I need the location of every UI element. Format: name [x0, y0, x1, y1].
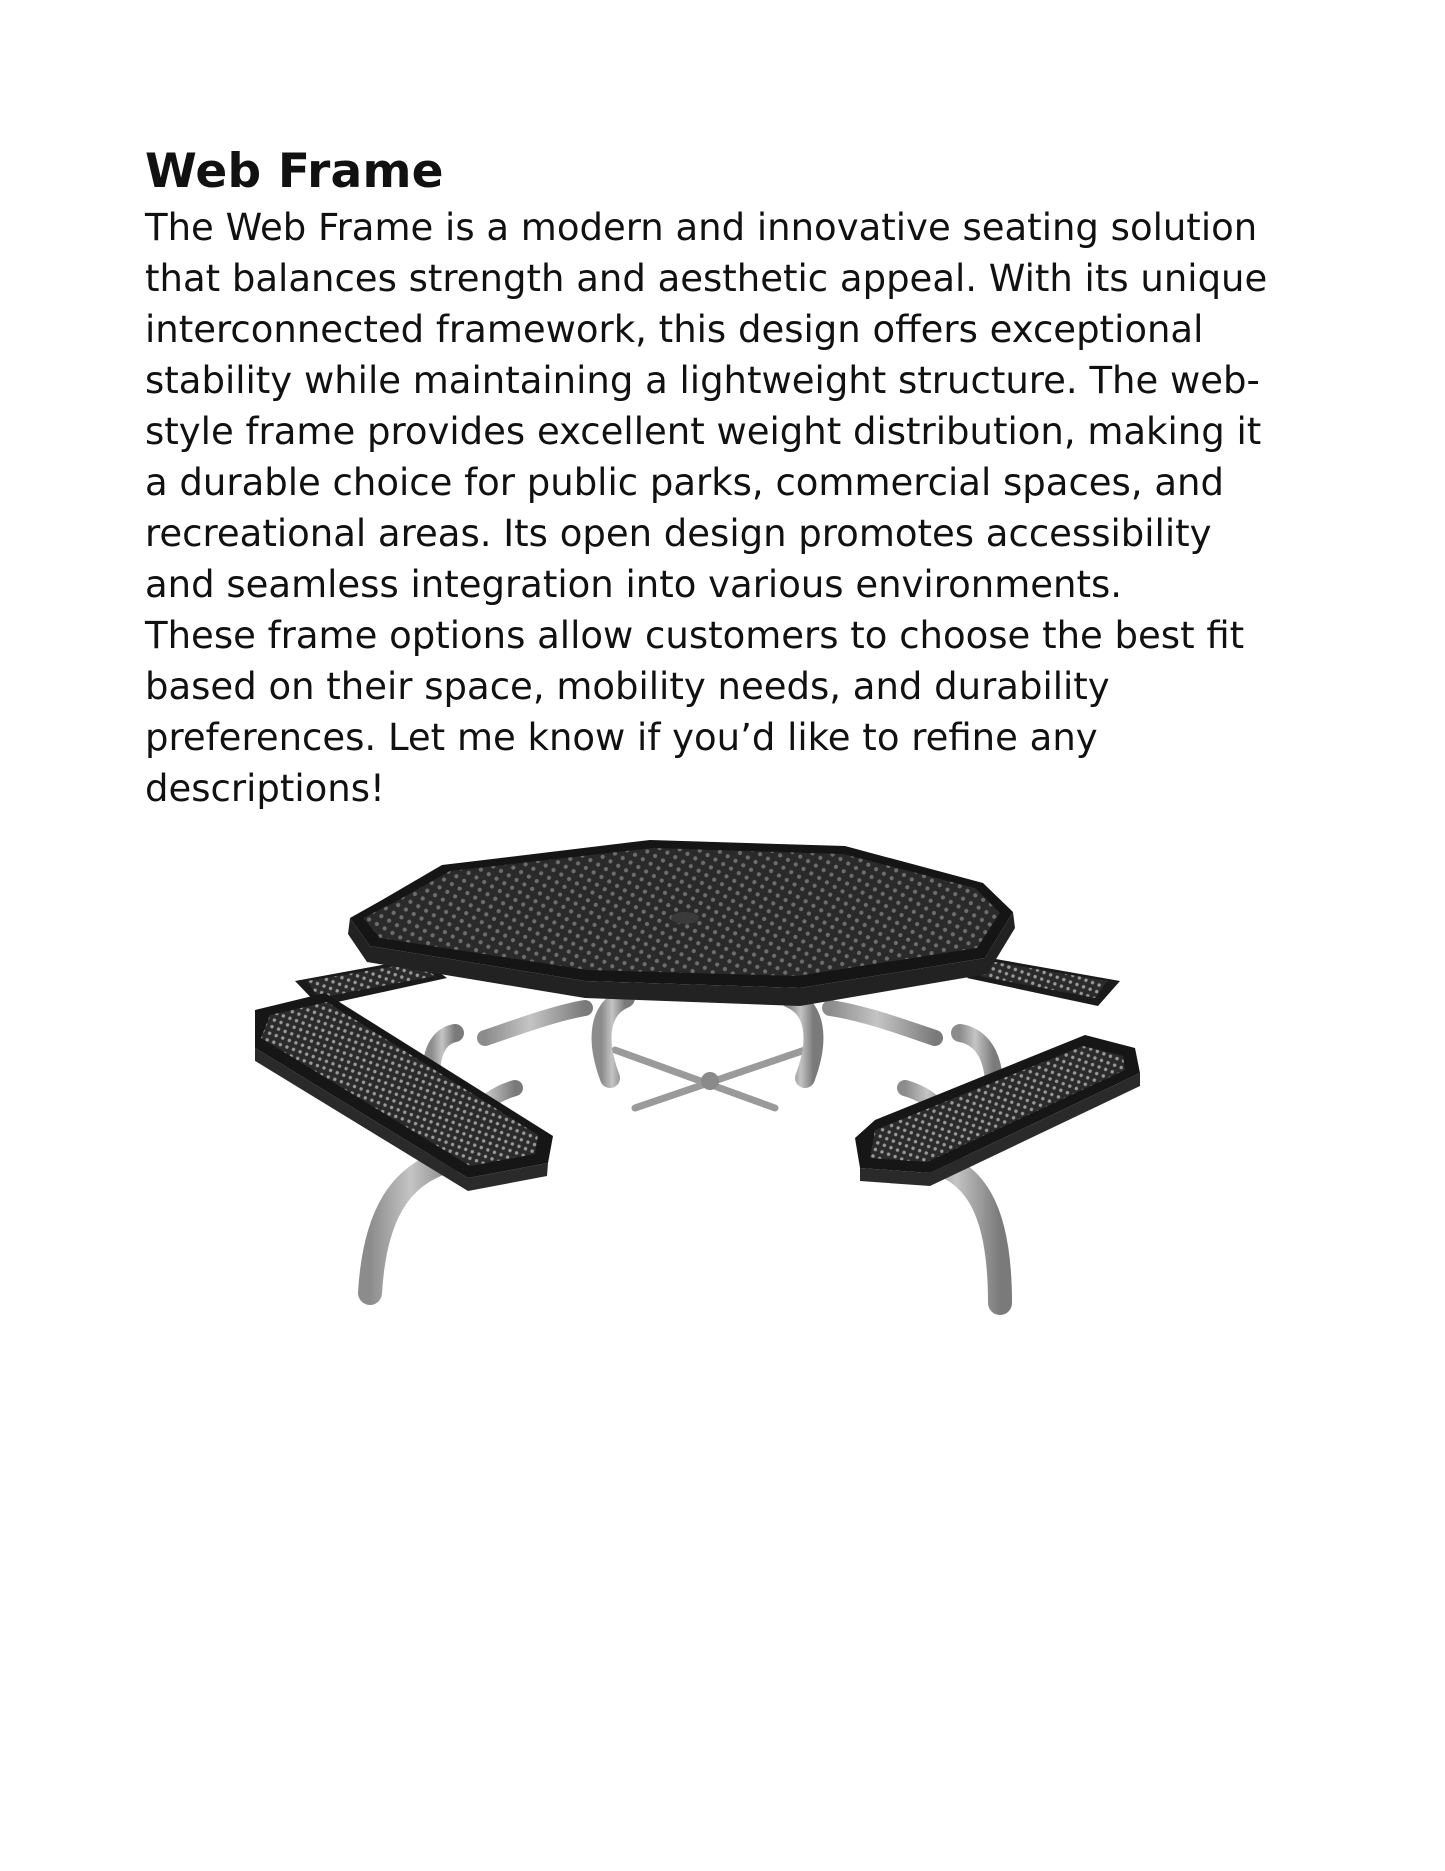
description-line: These frame options allow customers to choose the best fit — [145, 614, 1245, 657]
picnic-table-image — [255, 838, 1160, 1338]
description-line: style frame provides excellent weight distribution, making it — [145, 410, 1262, 453]
table-top — [348, 840, 1015, 1006]
description-paragraph — [145, 202, 1275, 814]
description-line: recreational areas. Its open design promotes accessibility — [145, 512, 1212, 555]
description-line: based on their space, mobility needs, and durability — [145, 665, 1110, 708]
frame-inner-legs — [602, 998, 814, 1078]
text-content — [145, 142, 1275, 814]
page-title: Web Frame — [145, 144, 444, 199]
description-line: a durable choice for public parks, commercial spaces, and — [145, 461, 1224, 504]
description-line: that balances strength and aesthetic appeal. With its unique — [145, 257, 1268, 300]
description-line: interconnected framework, this design offers exceptional — [145, 308, 1204, 351]
cross-brace — [615, 1050, 805, 1108]
description-line: preferences. Let me know if you’d like to refine any — [145, 716, 1098, 759]
description-line: and seamless integration into various environments. — [145, 563, 1122, 606]
description-line: stability while maintaining a lightweight structure. The web- — [145, 359, 1260, 402]
description-line: The Web Frame is a modern and innovative seating solution — [145, 206, 1258, 249]
description-line: descriptions! — [145, 767, 385, 810]
